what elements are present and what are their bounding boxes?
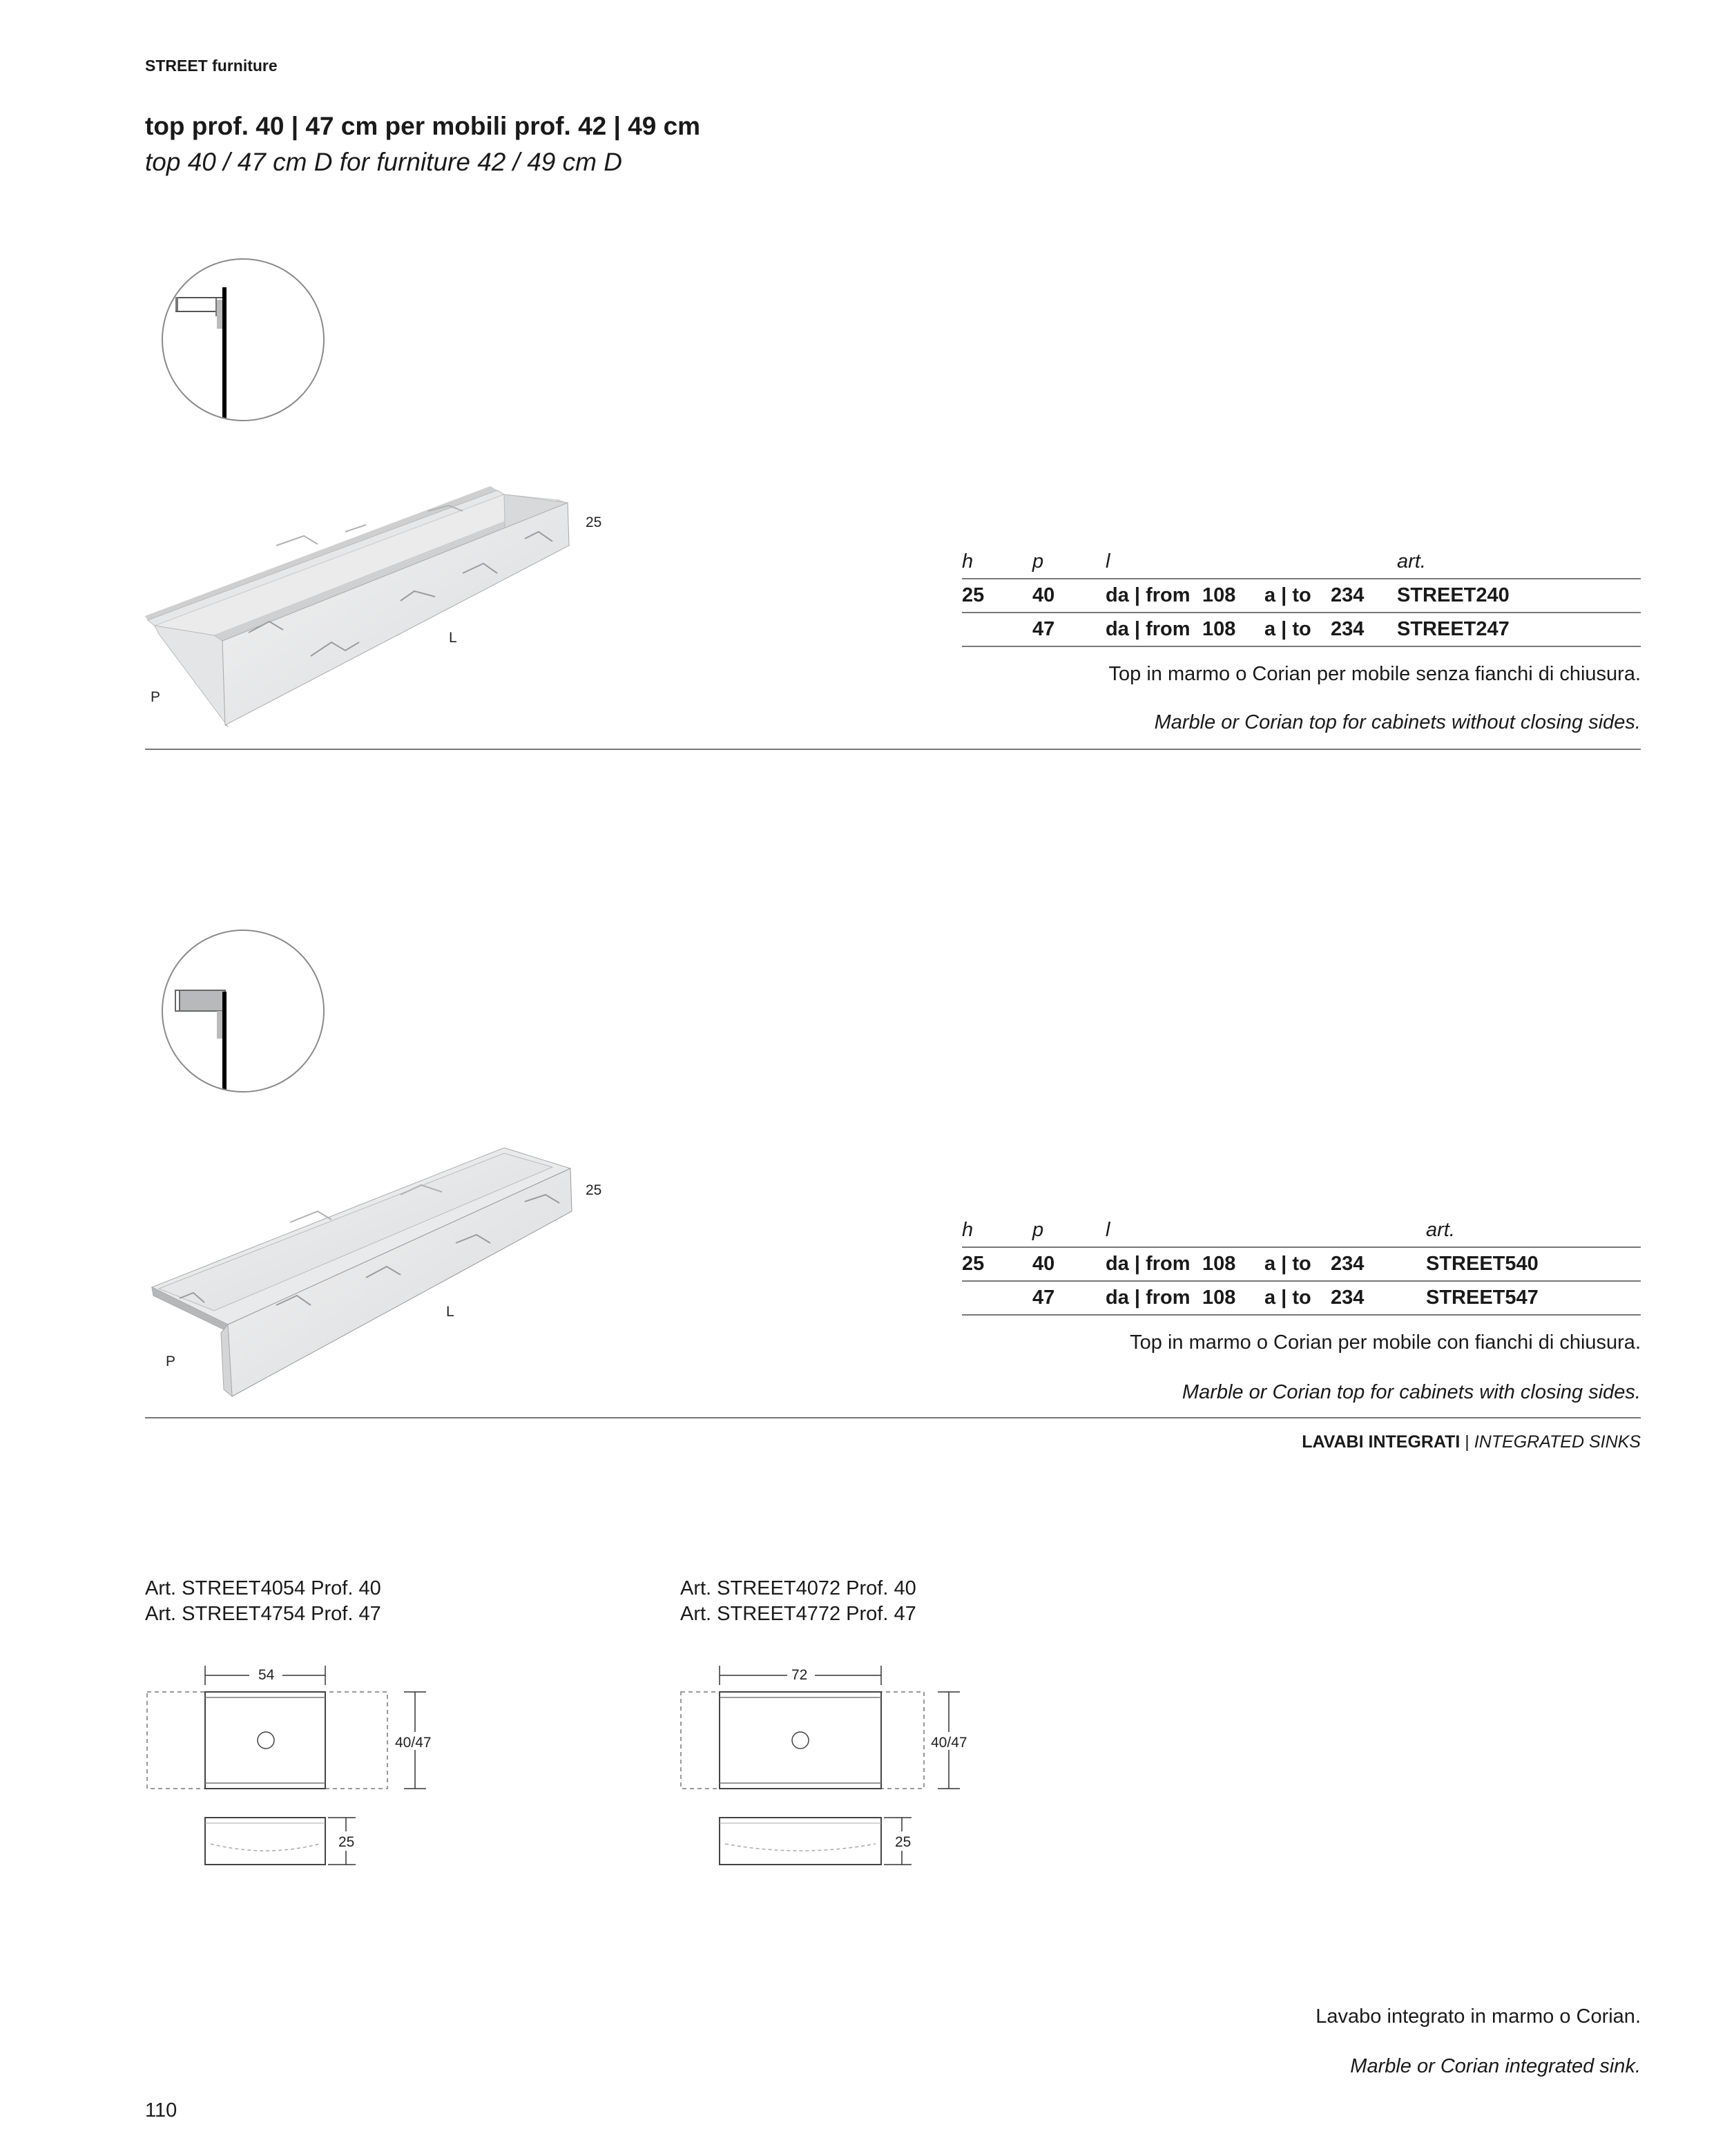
table-cell: 40: [1032, 1247, 1106, 1281]
header-cell: art.: [1426, 1214, 1641, 1247]
table-cell: da | from: [1106, 579, 1202, 613]
table-cell: 108: [1202, 1247, 1264, 1281]
section2-spec-table: [962, 1214, 1641, 1316]
section2-divider: [145, 1417, 1641, 1418]
section2-dim-h: 25: [586, 1182, 602, 1198]
table-cell: [962, 1281, 1032, 1315]
section1-description-en: Marble or Corian top for cabinets without closing sides.: [1154, 711, 1641, 733]
table-cell: da | from: [1106, 1247, 1202, 1281]
table-cell: 25: [962, 579, 1032, 613]
table-cell: [962, 613, 1032, 646]
header-cell: [1331, 546, 1397, 579]
header-cell: [1331, 1214, 1426, 1247]
profile-open-diagram: [163, 260, 323, 420]
sink1-dim-height: 25: [338, 1834, 355, 1850]
sink2-dim-width: 72: [791, 1667, 808, 1683]
table-cell: 108: [1202, 579, 1264, 613]
section2-description-en: Marble or Corian top for cabinets with closing sides.: [1182, 1381, 1641, 1403]
header-cell: [1264, 1214, 1331, 1247]
table-cell: STREET540: [1426, 1247, 1641, 1281]
sink1-article-codes: [145, 1576, 381, 1627]
table-cell: da | from: [1106, 613, 1202, 646]
profile-closed-diagram: [163, 931, 323, 1091]
section2-description-it: Top in marmo o Corian per mobile con fianchi di chiusura.: [1130, 1331, 1641, 1354]
section1-divider: [145, 749, 1641, 750]
table-cell: 47: [1032, 1281, 1106, 1315]
section1-top-illustration: [138, 470, 594, 746]
table-header-row: [962, 1214, 1641, 1247]
header-cell: p: [1032, 1214, 1106, 1247]
table-row: [962, 579, 1641, 613]
header-cell: p: [1032, 546, 1106, 579]
table-cell: a | to: [1264, 1281, 1331, 1315]
sink2-article-codes: [680, 1576, 916, 1627]
table-cell: a | to: [1264, 613, 1331, 646]
header-cell: l: [1106, 546, 1202, 579]
sink1-art-prof40: Art. STREET4054 Prof. 40: [145, 1577, 381, 1599]
sink1-art-prof47: Art. STREET4754 Prof. 47: [145, 1603, 381, 1625]
table-row: [962, 1281, 1641, 1315]
section1-dim-h: 25: [586, 514, 602, 530]
table-cell: da | from: [1106, 1281, 1202, 1315]
section1-dim-l: L: [449, 630, 457, 646]
header-cell: [1202, 1214, 1264, 1247]
table-cell: 108: [1202, 613, 1264, 646]
table-cell: 234: [1331, 579, 1397, 613]
header-cell: l: [1106, 1214, 1202, 1247]
page-number: 110: [145, 2099, 177, 2121]
header-cell: [1202, 546, 1264, 579]
table-row: [962, 1247, 1641, 1281]
brand-label: STREET furniture: [145, 57, 278, 75]
section2-profile-detail: [162, 930, 325, 1093]
page-title: top prof. 40 | 47 cm per mobili prof. 42 | 49 cm: [145, 112, 701, 140]
sink2-dim-depth: 40/47: [931, 1735, 967, 1751]
table-cell: 25: [962, 1247, 1032, 1281]
table-cell: STREET247: [1397, 613, 1641, 646]
sinks-section-label: [1302, 1432, 1641, 1452]
table-cell: 108: [1202, 1281, 1264, 1315]
sinks-label-it: LAVABI INTEGRATI: [1302, 1432, 1461, 1452]
table-cell: 234: [1331, 613, 1397, 646]
sink2-art-prof40: Art. STREET4072 Prof. 40: [680, 1577, 916, 1599]
sink2-dim-height: 25: [895, 1834, 912, 1850]
section2-dim-l: L: [446, 1304, 454, 1320]
section2-dim-p: P: [166, 1354, 176, 1369]
sinks-label-separator: |: [1460, 1432, 1474, 1452]
section1-spec-table: [962, 546, 1641, 647]
section1-dim-p: P: [151, 689, 161, 705]
header-cell: h: [962, 546, 1032, 579]
table-cell: a | to: [1264, 579, 1331, 613]
table-cell: STREET547: [1426, 1281, 1641, 1315]
header-cell: h: [962, 1214, 1032, 1247]
table-row: [962, 613, 1641, 646]
sink2-technical-drawing: [677, 1657, 987, 1878]
sinks-description-en: Marble or Corian integrated sink.: [1350, 2055, 1641, 2077]
table-cell: STREET240: [1397, 579, 1641, 613]
section2-top-illustration: [138, 1139, 594, 1416]
sink1-dim-width: 54: [258, 1667, 275, 1683]
page-subtitle: top 40 / 47 cm D for furniture 42 / 49 cm D: [145, 148, 622, 176]
sinks-label-en: INTEGRATED SINKS: [1474, 1432, 1641, 1452]
sink2-art-prof47: Art. STREET4772 Prof. 47: [680, 1603, 916, 1625]
header-cell: [1264, 546, 1331, 579]
table-cell: 234: [1331, 1247, 1426, 1281]
section1-description-it: Top in marmo o Corian per mobile senza fianchi di chiusura.: [1108, 663, 1641, 685]
table-cell: a | to: [1264, 1247, 1331, 1281]
table-cell: 47: [1032, 613, 1106, 646]
table-cell: 40: [1032, 579, 1106, 613]
table-cell: 234: [1331, 1281, 1426, 1315]
section1-profile-detail: [162, 258, 325, 421]
header-cell: art.: [1397, 546, 1641, 579]
sink1-technical-drawing: [142, 1657, 452, 1878]
sink1-dim-depth: 40/47: [395, 1735, 432, 1751]
table-header-row: [962, 546, 1641, 579]
sinks-description-it: Lavabo integrato in marmo o Corian.: [1316, 2005, 1641, 2028]
